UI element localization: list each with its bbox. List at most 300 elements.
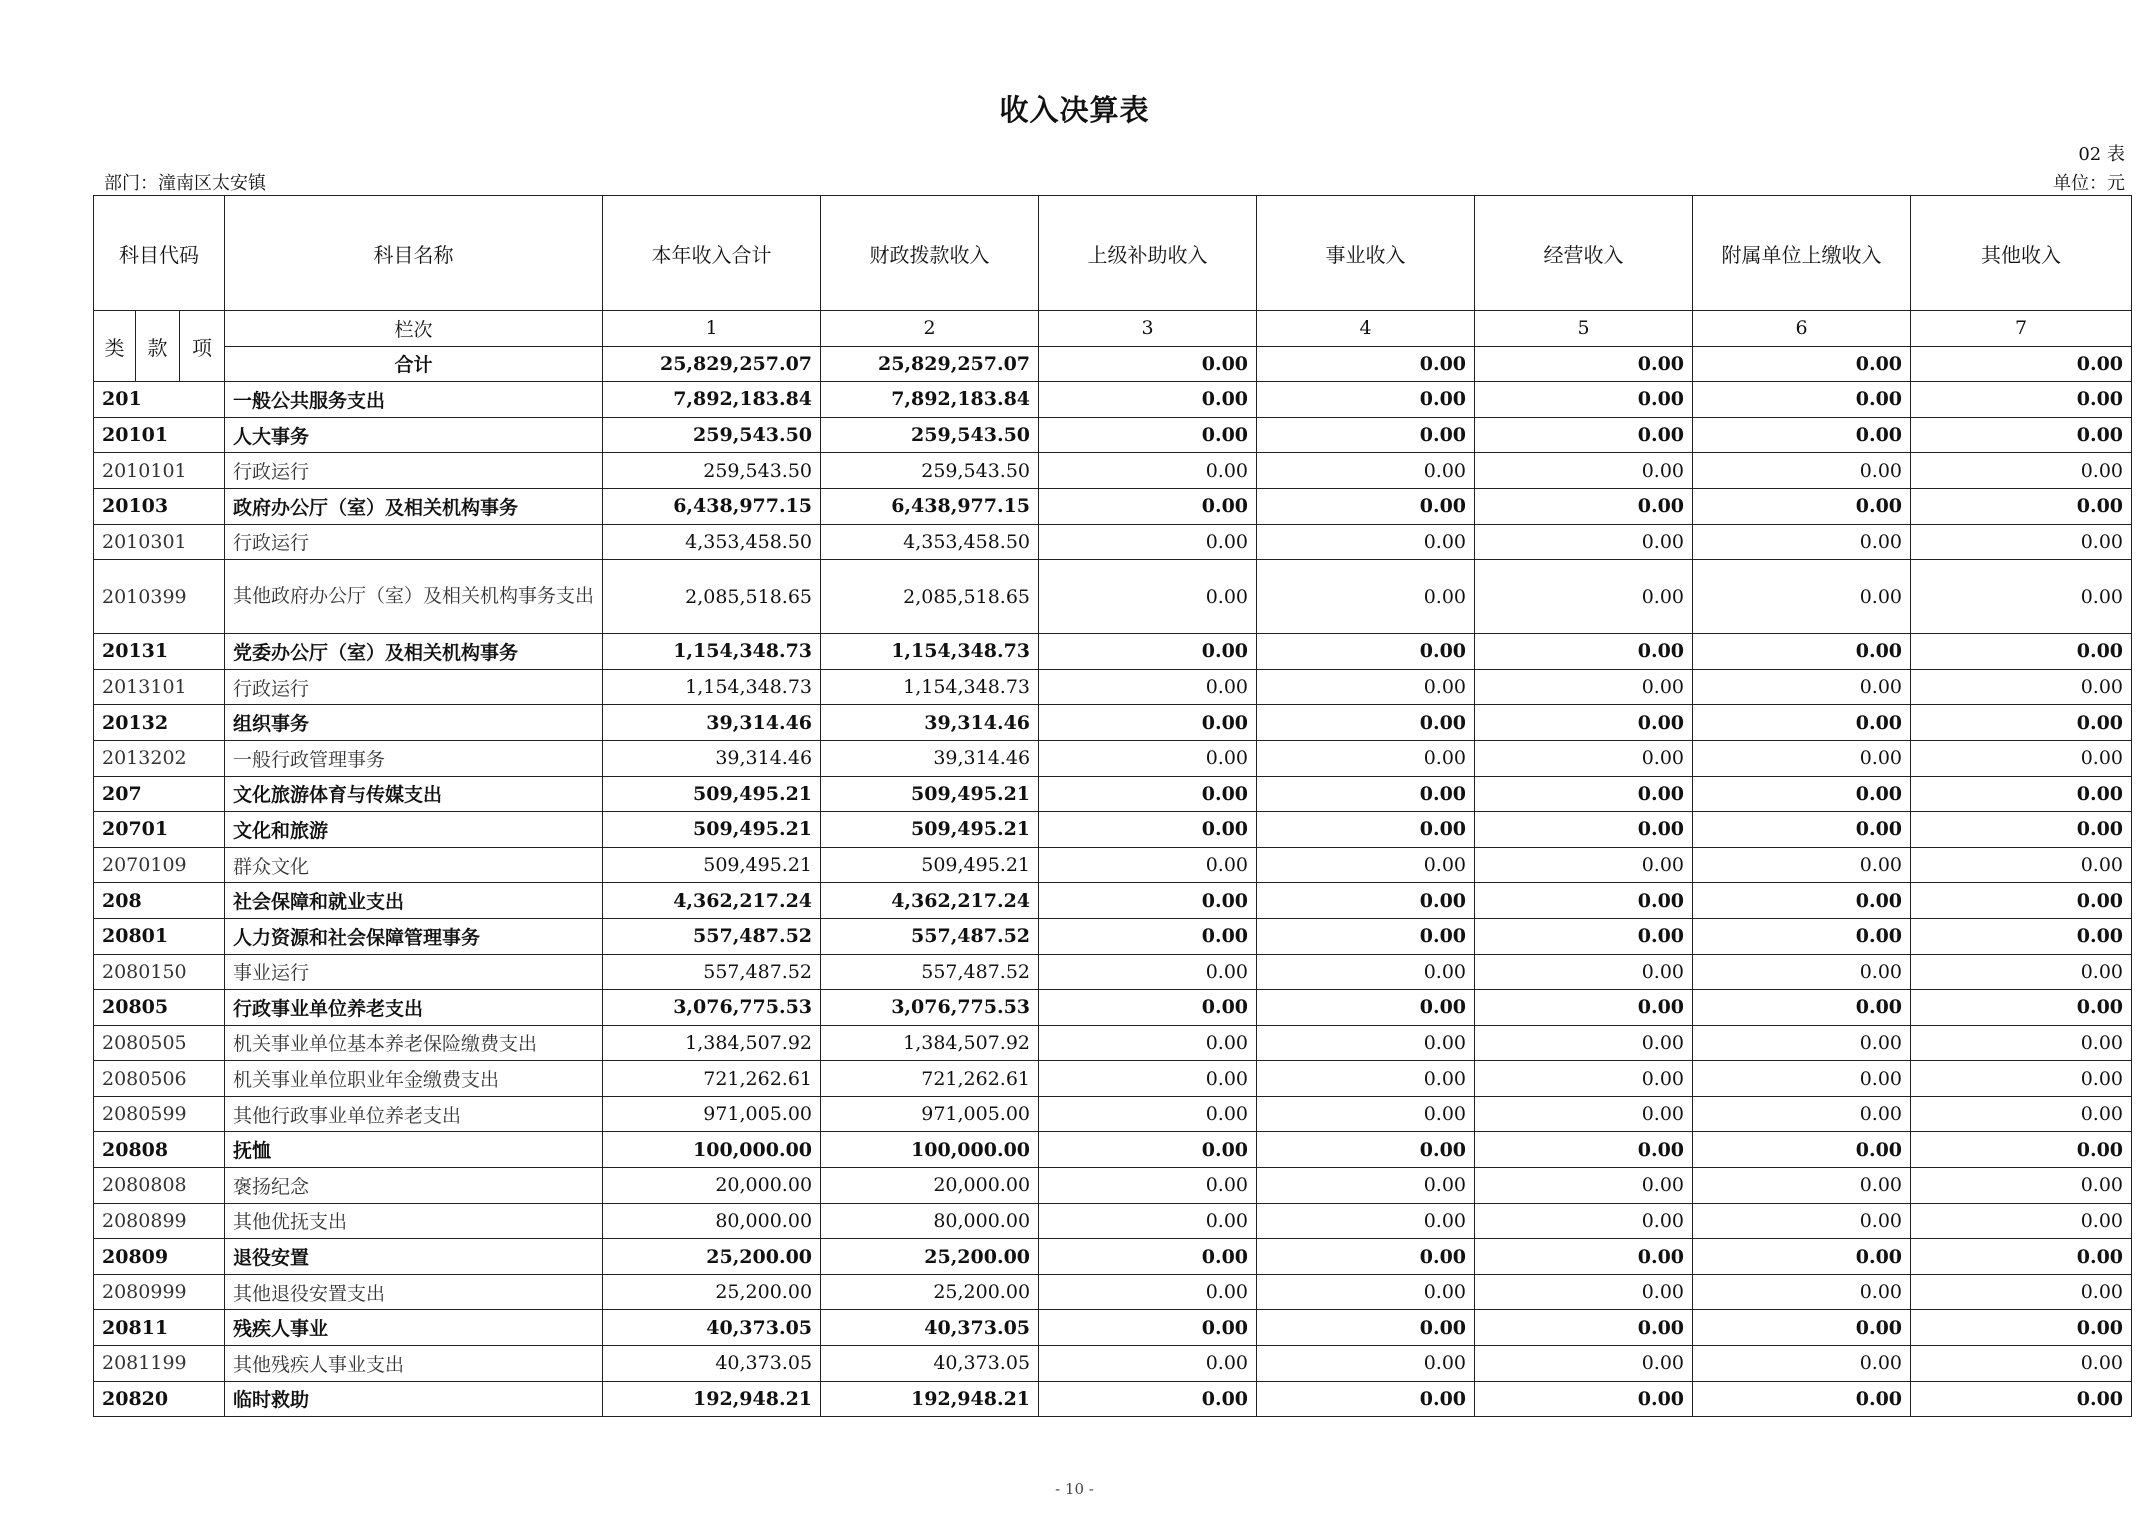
- amount-cell: 0.00: [1039, 705, 1257, 741]
- amount-cell: 0.00: [1475, 524, 1693, 560]
- amount-cell: 0.00: [1039, 1274, 1257, 1310]
- amount-cell: 0.00: [1475, 812, 1693, 848]
- table-row: [94, 1061, 2132, 1097]
- column-header-code: 科目代码: [94, 196, 225, 311]
- amount-cell: 0.00: [1039, 776, 1257, 812]
- amount-cell: 0.00: [1911, 990, 2132, 1026]
- subject-code-cell: 20808: [94, 1132, 225, 1168]
- amount-cell: 0.00: [1475, 1061, 1693, 1097]
- amount-cell: 0.00: [1693, 560, 1911, 634]
- column-number-row: [94, 311, 2132, 347]
- amount-cell: 0.00: [1039, 1381, 1257, 1417]
- amount-cell: 0.00: [1693, 954, 1911, 990]
- subject-name-cell: 机关事业单位基本养老保险缴费支出: [225, 1025, 603, 1061]
- amount-cell: 0.00: [1693, 1381, 1911, 1417]
- subject-name-cell: 事业运行: [225, 954, 603, 990]
- amount-cell: 0.00: [1039, 1096, 1257, 1132]
- amount-cell: 40,373.05: [821, 1346, 1039, 1382]
- amount-cell: 0.00: [1257, 847, 1475, 883]
- amount-cell: 0.00: [1039, 1239, 1257, 1275]
- amount-cell: 0.00: [1257, 740, 1475, 776]
- amount-cell: 25,200.00: [603, 1274, 821, 1310]
- table-row: [94, 954, 2132, 990]
- subject-name-cell: 行政运行: [225, 524, 603, 560]
- column-header-c6: 附属单位上缴收入: [1693, 196, 1911, 311]
- subject-code-cell: 2013101: [94, 669, 225, 705]
- amount-cell: 971,005.00: [821, 1096, 1039, 1132]
- subject-name-cell: 一般公共服务支出: [225, 382, 603, 418]
- amount-cell: 259,543.50: [821, 453, 1039, 489]
- amount-cell: 0.00: [1911, 560, 2132, 634]
- subject-code-cell: 2010399: [94, 560, 225, 634]
- column-header-c7: 其他收入: [1911, 196, 2132, 311]
- amount-cell: 721,262.61: [821, 1061, 1039, 1097]
- amount-cell: 0.00: [1693, 990, 1911, 1026]
- subject-code-cell: 2070109: [94, 847, 225, 883]
- subject-name-cell: 机关事业单位职业年金缴费支出: [225, 1061, 603, 1097]
- amount-cell: 509,495.21: [821, 776, 1039, 812]
- amount-cell: 0.00: [1257, 1381, 1475, 1417]
- table-row: [94, 382, 2132, 418]
- amount-cell: 0.00: [1911, 1132, 2132, 1168]
- amount-cell: 0.00: [1693, 776, 1911, 812]
- amount-cell: 0.00: [1911, 453, 2132, 489]
- subject-name-cell: 其他行政事业单位养老支出: [225, 1096, 603, 1132]
- amount-cell: 509,495.21: [603, 776, 821, 812]
- table-row: [94, 776, 2132, 812]
- subject-name-cell: 退役安置: [225, 1239, 603, 1275]
- amount-cell: 0.00: [1475, 705, 1693, 741]
- amount-cell: 0.00: [1911, 1025, 2132, 1061]
- amount-cell: 0.00: [1911, 1310, 2132, 1346]
- amount-cell: 509,495.21: [603, 847, 821, 883]
- column-number: 2: [821, 311, 1039, 347]
- amount-cell: 0.00: [1475, 990, 1693, 1026]
- amount-cell: 0.00: [1911, 847, 2132, 883]
- amount-cell: 0.00: [1911, 1274, 2132, 1310]
- subject-code-cell: 2013202: [94, 740, 225, 776]
- amount-cell: 0.00: [1257, 524, 1475, 560]
- subject-code-cell: 2080599: [94, 1096, 225, 1132]
- table-row: [94, 453, 2132, 489]
- table-row: [94, 1132, 2132, 1168]
- table-row: [94, 990, 2132, 1026]
- amount-cell: 80,000.00: [603, 1203, 821, 1239]
- amount-cell: 0.00: [1039, 954, 1257, 990]
- amount-cell: 0.00: [1911, 954, 2132, 990]
- amount-cell: 0.00: [1911, 1381, 2132, 1417]
- subject-name-cell: 残疾人事业: [225, 1310, 603, 1346]
- amount-cell: 0.00: [1693, 1239, 1911, 1275]
- amount-cell: 0.00: [1911, 740, 2132, 776]
- table-row: [94, 1274, 2132, 1310]
- header-row: [94, 196, 2132, 311]
- amount-cell: 0.00: [1257, 417, 1475, 453]
- amount-cell: 0.00: [1039, 1203, 1257, 1239]
- subject-code-cell: 2080150: [94, 954, 225, 990]
- amount-cell: 80,000.00: [821, 1203, 1039, 1239]
- amount-cell: 0.00: [1911, 918, 2132, 954]
- amount-cell: 0.00: [1693, 524, 1911, 560]
- amount-cell: 0.00: [1693, 453, 1911, 489]
- amount-cell: 0.00: [1475, 453, 1693, 489]
- amount-cell: 0.00: [1911, 1203, 2132, 1239]
- amount-cell: 0.00: [1257, 1310, 1475, 1346]
- subject-name-cell: 组织事务: [225, 705, 603, 741]
- amount-cell: 557,487.52: [821, 918, 1039, 954]
- amount-cell: 1,384,507.92: [821, 1025, 1039, 1061]
- amount-cell: 0.00: [1911, 524, 2132, 560]
- amount-cell: 0.00: [1475, 740, 1693, 776]
- total-value: 0.00: [1257, 346, 1475, 382]
- amount-cell: 0.00: [1475, 1025, 1693, 1061]
- total-value: 0.00: [1693, 346, 1911, 382]
- amount-cell: 0.00: [1911, 382, 2132, 418]
- amount-cell: 3,076,775.53: [821, 990, 1039, 1026]
- amount-cell: 0.00: [1693, 740, 1911, 776]
- amount-cell: 0.00: [1475, 1203, 1693, 1239]
- amount-cell: 259,543.50: [603, 453, 821, 489]
- amount-cell: 0.00: [1257, 488, 1475, 524]
- subject-code-cell: 20131: [94, 634, 225, 670]
- amount-cell: 0.00: [1911, 776, 2132, 812]
- total-value: 0.00: [1039, 346, 1257, 382]
- kuan-label: 款: [136, 311, 180, 382]
- table-row: [94, 669, 2132, 705]
- report-title: 收入决算表: [999, 93, 1150, 127]
- amount-cell: 0.00: [1257, 634, 1475, 670]
- subject-code-cell: 2010301: [94, 524, 225, 560]
- subject-code-cell: 207: [94, 776, 225, 812]
- subject-name-cell: 政府办公厅（室）及相关机构事务: [225, 488, 603, 524]
- amount-cell: 0.00: [1039, 990, 1257, 1026]
- amount-cell: 0.00: [1693, 705, 1911, 741]
- column-number: 6: [1693, 311, 1911, 347]
- table-row: [94, 740, 2132, 776]
- amount-cell: 0.00: [1257, 453, 1475, 489]
- amount-cell: 0.00: [1475, 488, 1693, 524]
- amount-cell: 259,543.50: [821, 417, 1039, 453]
- amount-cell: 1,154,348.73: [603, 634, 821, 670]
- column-number: 5: [1475, 311, 1693, 347]
- amount-cell: 40,373.05: [821, 1310, 1039, 1346]
- subject-code-cell: 2080506: [94, 1061, 225, 1097]
- amount-cell: 0.00: [1911, 488, 2132, 524]
- amount-cell: 0.00: [1475, 1168, 1693, 1204]
- amount-cell: 0.00: [1475, 1132, 1693, 1168]
- amount-cell: 0.00: [1257, 1203, 1475, 1239]
- subject-code-cell: 20101: [94, 417, 225, 453]
- amount-cell: 4,362,217.24: [821, 883, 1039, 919]
- amount-cell: 0.00: [1257, 669, 1475, 705]
- amount-cell: 6,438,977.15: [821, 488, 1039, 524]
- table-row: [94, 1381, 2132, 1417]
- amount-cell: 0.00: [1475, 1381, 1693, 1417]
- amount-cell: 0.00: [1039, 918, 1257, 954]
- amount-cell: 0.00: [1693, 417, 1911, 453]
- total-value: 0.00: [1911, 346, 2132, 382]
- amount-cell: 3,076,775.53: [603, 990, 821, 1026]
- amount-cell: 0.00: [1257, 560, 1475, 634]
- amount-cell: 2,085,518.65: [821, 560, 1039, 634]
- amount-cell: 0.00: [1039, 453, 1257, 489]
- subject-code-cell: 2080899: [94, 1203, 225, 1239]
- amount-cell: 0.00: [1911, 417, 2132, 453]
- amount-cell: 0.00: [1039, 1346, 1257, 1382]
- amount-cell: 192,948.21: [821, 1381, 1039, 1417]
- amount-cell: 0.00: [1257, 990, 1475, 1026]
- amount-cell: 509,495.21: [821, 847, 1039, 883]
- total-value: 25,829,257.07: [821, 346, 1039, 382]
- amount-cell: 20,000.00: [821, 1168, 1039, 1204]
- amount-cell: 0.00: [1693, 1096, 1911, 1132]
- amount-cell: 0.00: [1693, 634, 1911, 670]
- subject-name-cell: 党委办公厅（室）及相关机构事务: [225, 634, 603, 670]
- subject-code-cell: 20103: [94, 488, 225, 524]
- amount-cell: 39,314.46: [603, 740, 821, 776]
- amount-cell: 557,487.52: [821, 954, 1039, 990]
- amount-cell: 0.00: [1257, 1168, 1475, 1204]
- amount-cell: 0.00: [1693, 1132, 1911, 1168]
- amount-cell: 0.00: [1693, 1274, 1911, 1310]
- amount-cell: 192,948.21: [603, 1381, 821, 1417]
- amount-cell: 1,154,348.73: [821, 669, 1039, 705]
- amount-cell: 509,495.21: [603, 812, 821, 848]
- subject-name-cell: 群众文化: [225, 847, 603, 883]
- amount-cell: 0.00: [1257, 1061, 1475, 1097]
- table-number: 02 表: [2078, 144, 2125, 165]
- amount-cell: 0.00: [1911, 1061, 2132, 1097]
- amount-cell: 0.00: [1475, 634, 1693, 670]
- table-row: [94, 1025, 2132, 1061]
- subject-code-cell: 2081199: [94, 1346, 225, 1382]
- amount-cell: 0.00: [1039, 417, 1257, 453]
- amount-cell: 0.00: [1911, 705, 2132, 741]
- table-row: [94, 705, 2132, 741]
- table-row: [94, 488, 2132, 524]
- amount-cell: 25,200.00: [821, 1274, 1039, 1310]
- table-row: [94, 1310, 2132, 1346]
- amount-cell: 0.00: [1257, 705, 1475, 741]
- amount-cell: 0.00: [1693, 488, 1911, 524]
- amount-cell: 0.00: [1039, 740, 1257, 776]
- table-row: [94, 1346, 2132, 1382]
- table-row: [94, 1239, 2132, 1275]
- amount-cell: 0.00: [1475, 847, 1693, 883]
- table-row: [94, 1096, 2132, 1132]
- amount-cell: 0.00: [1039, 812, 1257, 848]
- amount-cell: 509,495.21: [821, 812, 1039, 848]
- total-label: 合计: [225, 346, 603, 382]
- lei-label: 类: [94, 311, 136, 382]
- subject-name-cell: 其他退役安置支出: [225, 1274, 603, 1310]
- amount-cell: 0.00: [1257, 883, 1475, 919]
- amount-cell: 2,085,518.65: [603, 560, 821, 634]
- amount-cell: 0.00: [1039, 1025, 1257, 1061]
- amount-cell: 0.00: [1475, 382, 1693, 418]
- amount-cell: 0.00: [1039, 488, 1257, 524]
- amount-cell: 1,154,348.73: [821, 634, 1039, 670]
- amount-cell: 100,000.00: [821, 1132, 1039, 1168]
- subject-code-cell: 20805: [94, 990, 225, 1026]
- amount-cell: 0.00: [1257, 954, 1475, 990]
- amount-cell: 20,000.00: [603, 1168, 821, 1204]
- subject-code-cell: 20809: [94, 1239, 225, 1275]
- amount-cell: 0.00: [1257, 1346, 1475, 1382]
- amount-cell: 25,200.00: [603, 1239, 821, 1275]
- amount-cell: 0.00: [1693, 1203, 1911, 1239]
- amount-cell: 39,314.46: [821, 705, 1039, 741]
- amount-cell: 0.00: [1475, 560, 1693, 634]
- amount-cell: 0.00: [1693, 1061, 1911, 1097]
- amount-cell: 0.00: [1039, 1132, 1257, 1168]
- table-row: [94, 918, 2132, 954]
- amount-cell: 1,154,348.73: [603, 669, 821, 705]
- amount-cell: 0.00: [1475, 1096, 1693, 1132]
- subject-name-cell: 人大事务: [225, 417, 603, 453]
- amount-cell: 39,314.46: [821, 740, 1039, 776]
- subject-name-cell: 其他残疾人事业支出: [225, 1346, 603, 1382]
- amount-cell: 0.00: [1475, 1310, 1693, 1346]
- amount-cell: 0.00: [1475, 918, 1693, 954]
- subject-code-cell: 20801: [94, 918, 225, 954]
- amount-cell: 0.00: [1039, 883, 1257, 919]
- subject-code-cell: 20811: [94, 1310, 225, 1346]
- amount-cell: 0.00: [1039, 524, 1257, 560]
- amount-cell: 0.00: [1257, 1274, 1475, 1310]
- income-table: [93, 195, 2132, 1417]
- column-header-c2: 财政拨款收入: [821, 196, 1039, 311]
- amount-cell: 0.00: [1693, 382, 1911, 418]
- amount-cell: 0.00: [1257, 1025, 1475, 1061]
- amount-cell: 40,373.05: [603, 1346, 821, 1382]
- subject-code-cell: 2080999: [94, 1274, 225, 1310]
- unit-label: 单位：元: [2053, 173, 2125, 194]
- column-number: 7: [1911, 311, 2132, 347]
- subject-name-cell: 文化旅游体育与传媒支出: [225, 776, 603, 812]
- amount-cell: 0.00: [1475, 954, 1693, 990]
- column-header-name: 科目名称: [225, 196, 603, 311]
- amount-cell: 0.00: [1257, 1239, 1475, 1275]
- amount-cell: 6,438,977.15: [603, 488, 821, 524]
- amount-cell: 40,373.05: [603, 1310, 821, 1346]
- column-header-c1: 本年收入合计: [603, 196, 821, 311]
- amount-cell: 0.00: [1911, 1239, 2132, 1275]
- subject-name-cell: 其他优抚支出: [225, 1203, 603, 1239]
- amount-cell: 0.00: [1911, 1096, 2132, 1132]
- column-header-c4: 事业收入: [1257, 196, 1475, 311]
- table-row: [94, 883, 2132, 919]
- amount-cell: 0.00: [1693, 847, 1911, 883]
- subject-name-cell: 抚恤: [225, 1132, 603, 1168]
- amount-cell: 0.00: [1257, 776, 1475, 812]
- table-row: [94, 847, 2132, 883]
- amount-cell: 0.00: [1475, 1274, 1693, 1310]
- amount-cell: 4,353,458.50: [821, 524, 1039, 560]
- subject-name-cell: 其他政府办公厅（室）及相关机构事务支出: [225, 560, 603, 634]
- amount-cell: 7,892,183.84: [603, 382, 821, 418]
- amount-cell: 0.00: [1475, 883, 1693, 919]
- column-number: 3: [1039, 311, 1257, 347]
- column-header-c5: 经营收入: [1475, 196, 1693, 311]
- amount-cell: 0.00: [1475, 417, 1693, 453]
- subject-name-cell: 文化和旅游: [225, 812, 603, 848]
- subject-code-cell: 20132: [94, 705, 225, 741]
- amount-cell: 0.00: [1039, 382, 1257, 418]
- amount-cell: 0.00: [1693, 669, 1911, 705]
- subject-name-cell: 行政运行: [225, 669, 603, 705]
- xiang-label: 项: [180, 311, 225, 382]
- amount-cell: 0.00: [1257, 812, 1475, 848]
- lanci-label: 栏次: [225, 311, 603, 347]
- amount-cell: 0.00: [1039, 1168, 1257, 1204]
- amount-cell: 0.00: [1039, 669, 1257, 705]
- amount-cell: 1,384,507.92: [603, 1025, 821, 1061]
- amount-cell: 39,314.46: [603, 705, 821, 741]
- subject-code-cell: 20701: [94, 812, 225, 848]
- subject-name-cell: 人力资源和社会保障管理事务: [225, 918, 603, 954]
- amount-cell: 0.00: [1911, 634, 2132, 670]
- amount-cell: 0.00: [1039, 560, 1257, 634]
- table-row: [94, 560, 2132, 634]
- amount-cell: 0.00: [1039, 1061, 1257, 1097]
- total-row: [94, 346, 2132, 382]
- page-number: - 10 -: [1055, 1480, 1094, 1498]
- table-row: [94, 1168, 2132, 1204]
- amount-cell: 0.00: [1911, 812, 2132, 848]
- amount-cell: 0.00: [1039, 1310, 1257, 1346]
- amount-cell: 0.00: [1475, 1239, 1693, 1275]
- subject-name-cell: 褒扬纪念: [225, 1168, 603, 1204]
- amount-cell: 7,892,183.84: [821, 382, 1039, 418]
- table-row: [94, 812, 2132, 848]
- amount-cell: 0.00: [1693, 812, 1911, 848]
- subject-code-cell: 20820: [94, 1381, 225, 1417]
- subject-name-cell: 临时救助: [225, 1381, 603, 1417]
- amount-cell: 0.00: [1257, 1132, 1475, 1168]
- subject-code-cell: 2080505: [94, 1025, 225, 1061]
- total-value: 0.00: [1475, 346, 1693, 382]
- column-header-c3: 上级补助收入: [1039, 196, 1257, 311]
- amount-cell: 0.00: [1475, 1346, 1693, 1382]
- table-row: [94, 524, 2132, 560]
- subject-code-cell: 201: [94, 382, 225, 418]
- amount-cell: 0.00: [1911, 669, 2132, 705]
- column-number: 4: [1257, 311, 1475, 347]
- amount-cell: 0.00: [1039, 634, 1257, 670]
- amount-cell: 4,362,217.24: [603, 883, 821, 919]
- amount-cell: 971,005.00: [603, 1096, 821, 1132]
- amount-cell: 557,487.52: [603, 918, 821, 954]
- amount-cell: 259,543.50: [603, 417, 821, 453]
- amount-cell: 0.00: [1257, 1096, 1475, 1132]
- amount-cell: 557,487.52: [603, 954, 821, 990]
- subject-name-cell: 一般行政管理事务: [225, 740, 603, 776]
- table-row: [94, 1203, 2132, 1239]
- amount-cell: 0.00: [1039, 847, 1257, 883]
- subject-code-cell: 2080808: [94, 1168, 225, 1204]
- amount-cell: 0.00: [1911, 883, 2132, 919]
- amount-cell: 0.00: [1693, 1310, 1911, 1346]
- amount-cell: 0.00: [1257, 918, 1475, 954]
- amount-cell: 0.00: [1693, 1025, 1911, 1061]
- amount-cell: 0.00: [1257, 382, 1475, 418]
- department-label: 部门：潼南区太安镇: [104, 173, 266, 194]
- total-value: 25,829,257.07: [603, 346, 821, 382]
- subject-code-cell: 2010101: [94, 453, 225, 489]
- amount-cell: 0.00: [1693, 918, 1911, 954]
- subject-code-cell: 208: [94, 883, 225, 919]
